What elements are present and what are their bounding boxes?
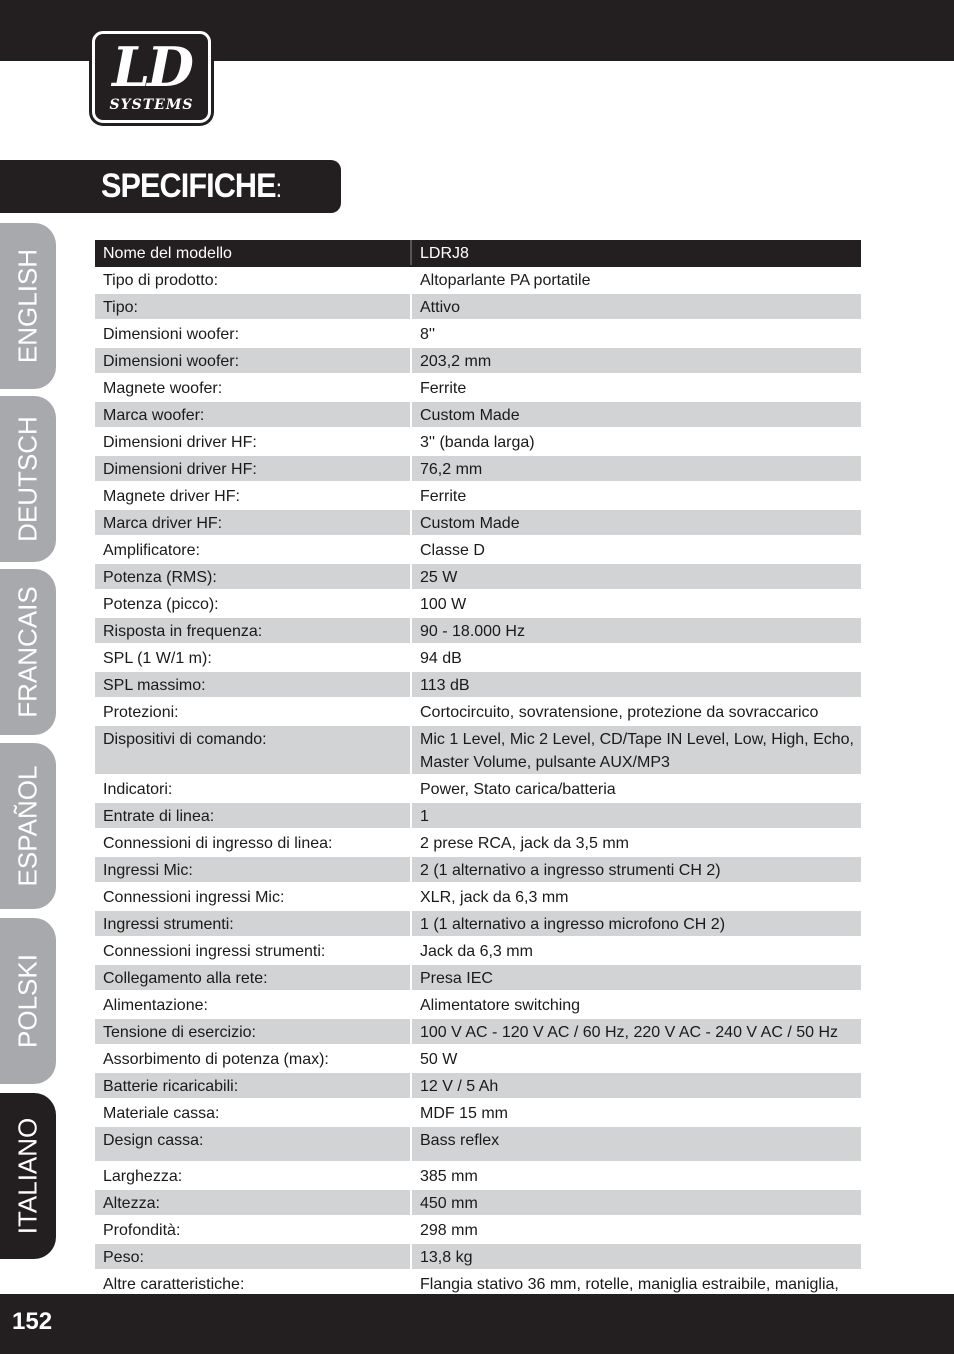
spec-label: Magnete woofer:	[95, 374, 411, 401]
spec-label: Ingressi strumenti:	[95, 910, 411, 937]
table-row	[95, 1099, 861, 1126]
table-row	[95, 644, 861, 671]
spec-value: 25 W	[411, 563, 861, 590]
table-row	[95, 401, 861, 428]
spec-value: 8''	[411, 320, 861, 347]
spec-label: Design cassa:	[95, 1126, 411, 1162]
spec-value: Attivo	[411, 293, 861, 320]
table-row	[95, 775, 861, 802]
lang-tab-label: ITALIANO	[12, 1117, 43, 1235]
table-row	[95, 937, 861, 964]
spec-label: Risposta in frequenza:	[95, 617, 411, 644]
lang-tab-label: ENGLISH	[12, 248, 43, 364]
spec-value: Altoparlante PA portatile	[411, 266, 861, 293]
spec-label: Altezza:	[95, 1189, 411, 1216]
table-row	[95, 482, 861, 509]
spec-value: Alimentatore switching	[411, 991, 861, 1018]
spec-value: 94 dB	[411, 644, 861, 671]
table-row	[95, 320, 861, 347]
lang-tab-francais[interactable]	[0, 569, 56, 735]
spec-value: 298 mm	[411, 1216, 861, 1243]
spec-value: Bass reflex	[411, 1126, 861, 1162]
spec-label: SPL (1 W/1 m):	[95, 644, 411, 671]
table-row	[95, 1126, 861, 1162]
spec-value: 450 mm	[411, 1189, 861, 1216]
logo-letters: LD	[112, 35, 191, 99]
spec-label: Tensione di esercizio:	[95, 1018, 411, 1045]
spec-value: 1	[411, 802, 861, 829]
spec-value-line: Flangia stativo 36 mm, rotelle, maniglia estraibile, maniglia,	[420, 1276, 839, 1293]
table-row	[95, 1189, 861, 1216]
spec-label: Connessioni ingressi Mic:	[95, 883, 411, 910]
table-row	[95, 991, 861, 1018]
header-value: LDRJ8	[411, 240, 861, 266]
table-row	[95, 671, 861, 698]
spec-value: Jack da 6,3 mm	[411, 937, 861, 964]
spec-value-line: Mic 1 Level, Mic 2 Level, CD/Tape IN Level, Low, High, Echo,	[420, 731, 854, 748]
bottom-bar	[0, 1294, 954, 1354]
lang-tab-english[interactable]	[0, 223, 56, 389]
spec-label: Tipo:	[95, 293, 411, 320]
ld-systems-logo	[89, 28, 214, 126]
table-row	[95, 829, 861, 856]
lang-tab-polski[interactable]	[0, 918, 56, 1084]
table-row	[95, 617, 861, 644]
spec-value: Power, Stato carica/batteria	[411, 775, 861, 802]
section-title-bar	[0, 160, 341, 213]
spec-value: Cortocircuito, sovratensione, protezione da sovraccarico	[411, 698, 861, 725]
table-row	[95, 725, 861, 775]
spec-label: Larghezza:	[95, 1162, 411, 1189]
table-row	[95, 590, 861, 617]
spec-value: 12 V / 5 Ah	[411, 1072, 861, 1099]
spec-label: Marca woofer:	[95, 401, 411, 428]
spec-value: Ferrite	[411, 374, 861, 401]
lang-tab-label: DEUTSCH	[12, 416, 43, 542]
spec-value: 13,8 kg	[411, 1243, 861, 1270]
lang-tab-label: ESPAÑOL	[12, 765, 43, 887]
spec-value: 113 dB	[411, 671, 861, 698]
table-row	[95, 883, 861, 910]
spec-label: Dimensioni woofer:	[95, 347, 411, 374]
spec-label: Entrate di linea:	[95, 802, 411, 829]
spec-label: Alimentazione:	[95, 991, 411, 1018]
spec-label: Peso:	[95, 1243, 411, 1270]
logo-subtitle: SYSTEMS	[109, 97, 194, 113]
spec-value: 76,2 mm	[411, 455, 861, 482]
table-row	[95, 455, 861, 482]
lang-tab-label: POLSKI	[12, 954, 43, 1048]
specifications-table	[95, 240, 861, 1321]
spec-value: 50 W	[411, 1045, 861, 1072]
lang-tab-italiano[interactable]	[0, 1093, 56, 1259]
spec-label: Dimensioni driver HF:	[95, 455, 411, 482]
spec-label: Potenza (picco):	[95, 590, 411, 617]
table-row	[95, 1045, 861, 1072]
spec-value: Presa IEC	[411, 964, 861, 991]
spec-label: Tipo di prodotto:	[95, 266, 411, 293]
spec-value	[411, 725, 861, 775]
spec-label: Connessioni ingressi strumenti:	[95, 937, 411, 964]
table-row	[95, 1243, 861, 1270]
lang-tab-espanol[interactable]	[0, 743, 56, 909]
table-row	[95, 1216, 861, 1243]
spec-value: Custom Made	[411, 401, 861, 428]
table-row	[95, 1018, 861, 1045]
spec-value: 90 - 18.000 Hz	[411, 617, 861, 644]
table-row	[95, 802, 861, 829]
spec-value: 203,2 mm	[411, 347, 861, 374]
table-row	[95, 698, 861, 725]
table-row	[95, 509, 861, 536]
page-number: 152	[12, 1308, 53, 1335]
spec-value: 385 mm	[411, 1162, 861, 1189]
spec-label: Materiale cassa:	[95, 1099, 411, 1126]
table-row	[95, 1072, 861, 1099]
spec-value: Classe D	[411, 536, 861, 563]
spec-label: Protezioni:	[95, 698, 411, 725]
spec-value: 100 V AC - 120 V AC / 60 Hz, 220 V AC - 240 V AC / 50 Hz	[411, 1018, 861, 1045]
table-row	[95, 856, 861, 883]
spec-label: SPL massimo:	[95, 671, 411, 698]
spec-label: Marca driver HF:	[95, 509, 411, 536]
spec-value: 1 (1 alternativo a ingresso microfono CH 2)	[411, 910, 861, 937]
spec-value: 2 (1 alternativo a ingresso strumenti CH 2)	[411, 856, 861, 883]
table-row	[95, 910, 861, 937]
spec-label: Potenza (RMS):	[95, 563, 411, 590]
table-row	[95, 1162, 861, 1189]
spec-label: Dimensioni driver HF:	[95, 428, 411, 455]
spec-value: 3'' (banda larga)	[411, 428, 861, 455]
spec-label: Profondità:	[95, 1216, 411, 1243]
spec-label: Assorbimento di potenza (max):	[95, 1045, 411, 1072]
table-row	[95, 293, 861, 320]
spec-label: Collegamento alla rete:	[95, 964, 411, 991]
spec-value: 2 prese RCA, jack da 3,5 mm	[411, 829, 861, 856]
spec-label: Magnete driver HF:	[95, 482, 411, 509]
table-row	[95, 374, 861, 401]
header-label: Nome del modello	[95, 240, 411, 266]
spec-value-line: Master Volume, pulsante AUX/MP3	[420, 754, 670, 771]
spec-value: 100 W	[411, 590, 861, 617]
spec-label: Ingressi Mic:	[95, 856, 411, 883]
lang-tab-label: FRANCAIS	[12, 586, 43, 718]
table-header-row	[95, 240, 861, 266]
spec-label: Dispositivi di comando:	[95, 725, 411, 775]
spec-label: Altre caratteristiche:	[95, 1270, 411, 1320]
spec-label: Dimensioni woofer:	[95, 320, 411, 347]
table-row	[95, 428, 861, 455]
spec-label: Batterie ricaricabili:	[95, 1072, 411, 1099]
spec-label: Connessioni di ingresso di linea:	[95, 829, 411, 856]
spec-value: Custom Made	[411, 509, 861, 536]
table-row	[95, 563, 861, 590]
table-row	[95, 536, 861, 563]
table-row	[95, 266, 861, 293]
spec-value: Ferrite	[411, 482, 861, 509]
spec-value: XLR, jack da 6,3 mm	[411, 883, 861, 910]
table-row	[95, 347, 861, 374]
spec-label: Amplificatore:	[95, 536, 411, 563]
spec-label: Indicatori:	[95, 775, 411, 802]
spec-value: MDF 15 mm	[411, 1099, 861, 1126]
table-row	[95, 964, 861, 991]
section-title: SPECIFICHE:	[101, 167, 282, 205]
lang-tab-deutsch[interactable]	[0, 396, 56, 562]
